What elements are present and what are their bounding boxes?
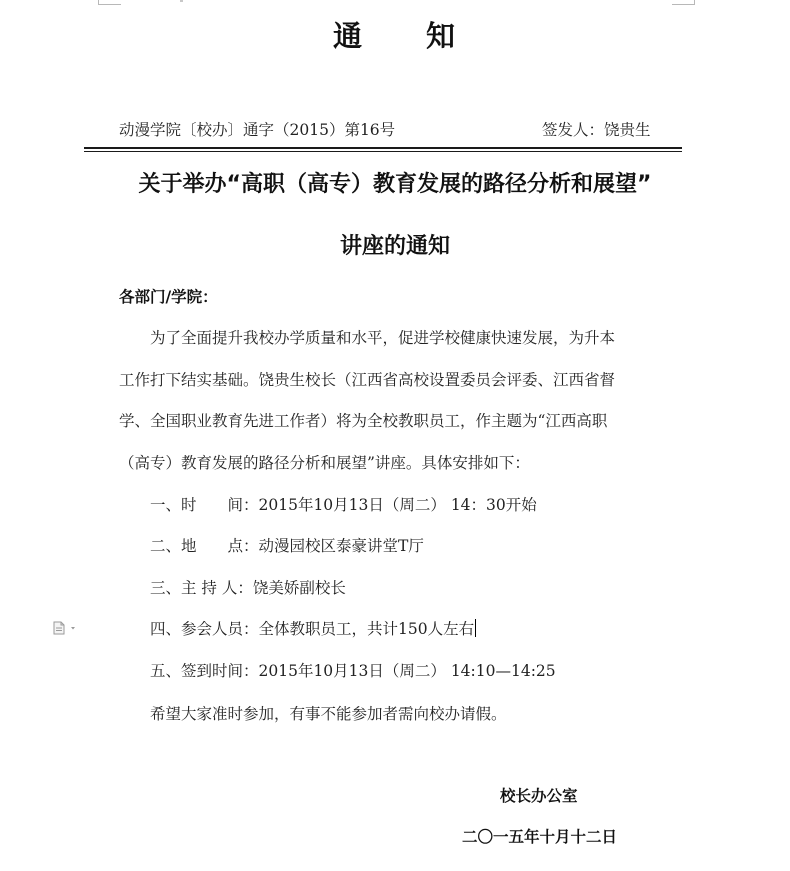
signature-date[interactable]: 二〇一五年十月十二日 (462, 827, 618, 846)
paragraph-line[interactable]: （高专）教育发展的路径分析和展望”讲座。具体安排如下： (119, 454, 530, 472)
paragraph-line[interactable]: 工作打下结实基础。饶贵生校长（江西省高校设置委员会评委、江西省督 (119, 371, 616, 389)
signature-office[interactable]: 校长办公室 (500, 786, 578, 805)
salutation[interactable]: 各部门/学院： (119, 287, 218, 306)
document-title[interactable]: 通 知 (332, 19, 457, 53)
paragraph-line[interactable]: 为了全面提升我校办学质量和水平，促进学校健康快速发展，为升本 (150, 329, 616, 347)
paragraph-line[interactable]: 学、全国职业教育先进工作者）将为全校教职员工，作主题为“江西高职 (119, 412, 608, 430)
schedule-item-location[interactable]: 二、地 点：动漫园校区泰豪讲堂T厅 (150, 537, 424, 555)
subject-heading-line2[interactable]: 讲座的通知 (339, 234, 450, 259)
schedule-item-checkin[interactable]: 五、签到时间：2015年10月13日（周二） 14:10—14:25 (150, 662, 556, 680)
issuer-line[interactable]: 签发人：饶贵生 (542, 121, 651, 139)
schedule-item-attendees[interactable]: 四、参会人员：全体教职员工，共计150人左右 (150, 620, 475, 638)
subject-heading-line1[interactable]: 关于举办“高职（高专）教育发展的路径分析和展望” (138, 172, 652, 197)
header-rule-thick (84, 147, 682, 149)
document-number[interactable]: 动漫学院〔校办〕通字（2015）第16号 (119, 121, 396, 139)
page-corner-right (672, 0, 695, 5)
paragraph-marker-icon[interactable] (53, 620, 79, 634)
page-top-marker (180, 0, 183, 2)
schedule-item-host[interactable]: 三、主 持 人：饶美娇副校长 (150, 579, 346, 597)
closing-sentence[interactable]: 希望大家准时参加，有事不能参加者需向校办请假。 (150, 705, 507, 723)
page-corner-left (98, 0, 121, 5)
schedule-item-attendees-row[interactable] (150, 617, 476, 639)
header-rule-thin (84, 151, 682, 152)
text-cursor (475, 619, 476, 637)
schedule-item-time[interactable]: 一、时 间：2015年10月13日（周二） 14：30开始 (150, 496, 537, 514)
